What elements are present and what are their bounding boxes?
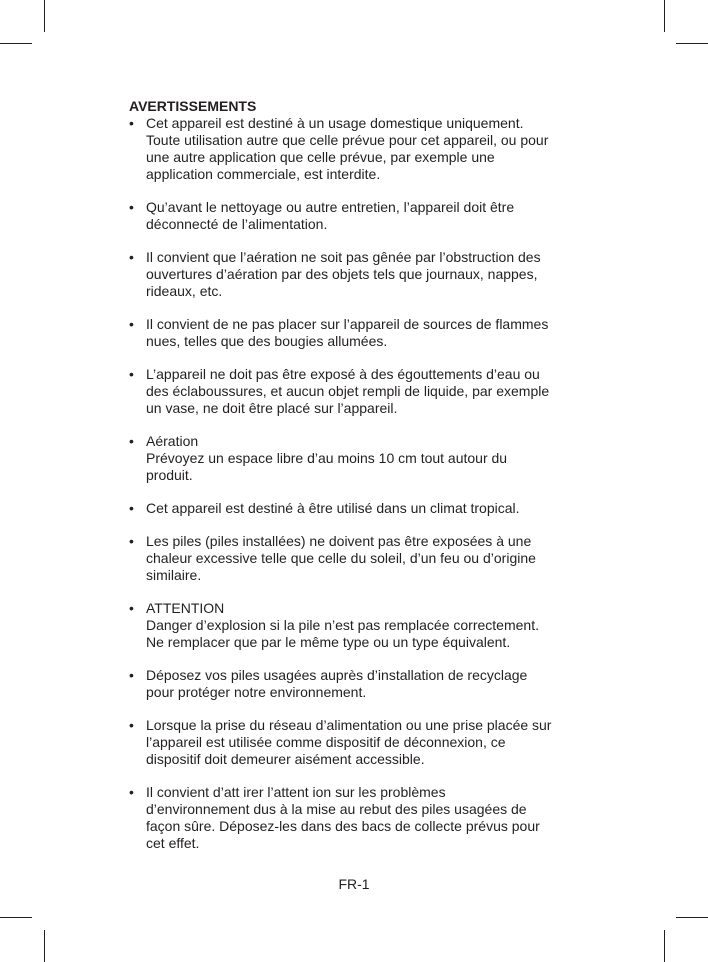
warning-item [129, 199, 589, 233]
warning-text-line: ATTENTION [146, 600, 225, 616]
warning-text-line: des éclaboussures, et aucun objet rempli de liquide, par exemple [146, 383, 550, 399]
bullet-icon: • [129, 199, 134, 215]
warning-text-line: Il convient d’att irer l’attent ion sur les problèmes [146, 784, 446, 800]
crop-mark-top-right-horizontal [676, 43, 708, 44]
warning-item [129, 316, 589, 350]
warning-text-line: similaire. [146, 567, 202, 583]
warning-text-line: application commerciale, est interdite. [146, 166, 381, 182]
warning-text-line: L’appareil ne doit pas être exposé à des égouttements d’eau ou [146, 366, 540, 382]
warnings-list [129, 115, 589, 852]
warning-text-line: ouvertures d’aération par des objets tels que journaux, nappes, [146, 266, 538, 282]
warning-text-line: Danger d’explosion si la pile n’est pas remplacée correctement. [146, 617, 539, 633]
bullet-icon: • [129, 667, 134, 683]
crop-mark-top-right-vertical [664, 0, 665, 32]
crop-mark-bottom-left-vertical [44, 930, 45, 962]
warning-text-line: déconnecté de l’alimentation. [146, 216, 328, 232]
crop-mark-top-left-horizontal [0, 43, 32, 44]
bullet-icon: • [129, 500, 134, 516]
bullet-icon: • [129, 115, 134, 131]
warning-item [129, 433, 589, 484]
warning-text-line: une autre application que celle prévue, par exemple une [146, 149, 495, 165]
crop-mark-bottom-right-horizontal [676, 917, 708, 918]
bullet-icon: • [129, 600, 134, 616]
crop-mark-bottom-right-vertical [664, 930, 665, 962]
page-number: FR-1 [338, 876, 370, 892]
warning-text-line: l’appareil est utilisée comme dispositif de déconnexion, ce [146, 734, 506, 750]
warning-text-line: cet effet. [146, 835, 200, 851]
warning-item [129, 366, 589, 417]
warning-text-line: pour protéger notre environnement. [146, 684, 367, 700]
warning-text-line: produit. [146, 467, 193, 483]
bullet-icon: • [129, 784, 134, 800]
warning-text-line: d’environnement dus à la mise au rebut des piles usagées de [146, 801, 527, 817]
warnings-section [129, 98, 589, 868]
warning-text-line: Qu’avant le nettoyage ou autre entretien, l’appareil doit être [146, 199, 515, 215]
warning-text-line: Cet appareil est destiné à être utilisé dans un climat tropical. [146, 500, 520, 516]
warning-item [129, 717, 589, 768]
bullet-icon: • [129, 316, 134, 332]
warning-text-line: Il convient de ne pas placer sur l’appareil de sources de flammes [146, 316, 549, 332]
bullet-icon: • [129, 366, 134, 382]
bullet-icon: • [129, 717, 134, 733]
warning-text-line: Toute utilisation autre que celle prévue pour cet appareil, ou pour [146, 132, 549, 148]
warning-text-line: Prévoyez un espace libre d’au moins 10 cm tout autour du [146, 450, 508, 466]
warning-item [129, 249, 589, 300]
bullet-icon: • [129, 433, 134, 449]
warning-text-line: Les piles (piles installées) ne doivent pas être exposées à une [146, 533, 532, 549]
warning-item [129, 784, 589, 852]
warning-text-line: Cet appareil est destiné à un usage domestique uniquement. [146, 115, 524, 131]
warning-text-line: Il convient que l’aération ne soit pas gênée par l’obstruction des [146, 249, 541, 265]
bullet-icon: • [129, 533, 134, 549]
warning-item [129, 600, 589, 651]
warning-text-line: Aération [146, 433, 199, 449]
section-heading: AVERTISSEMENTS [129, 98, 257, 114]
warning-item [129, 533, 589, 584]
warning-item [129, 500, 589, 517]
warning-text-line: Ne remplacer que par le même type ou un type équivalent. [146, 634, 511, 650]
warning-text-line: un vase, ne doit être placé sur l’appareil. [146, 400, 398, 416]
warning-item [129, 115, 589, 183]
warning-text-line: Déposez vos piles usagées auprès d’installation de recyclage [146, 667, 528, 683]
warning-text-line: dispositif doit demeurer aisément accessible. [146, 751, 425, 767]
warning-text-line: Lorsque la prise du réseau d’alimentation ou une prise placée sur [146, 717, 552, 733]
warning-text-line: rideaux, etc. [146, 283, 223, 299]
warning-text-line: chaleur excessive telle que celle du soleil, d’un feu ou d’origine [146, 550, 536, 566]
crop-mark-bottom-left-horizontal [0, 917, 32, 918]
warning-text-line: nues, telles que des bougies allumées. [146, 333, 388, 349]
warning-text-line: façon sûre. Déposez-les dans des bacs de collecte prévus pour [146, 818, 540, 834]
warning-item [129, 667, 589, 701]
crop-mark-top-left-vertical [44, 0, 45, 32]
bullet-icon: • [129, 249, 134, 265]
